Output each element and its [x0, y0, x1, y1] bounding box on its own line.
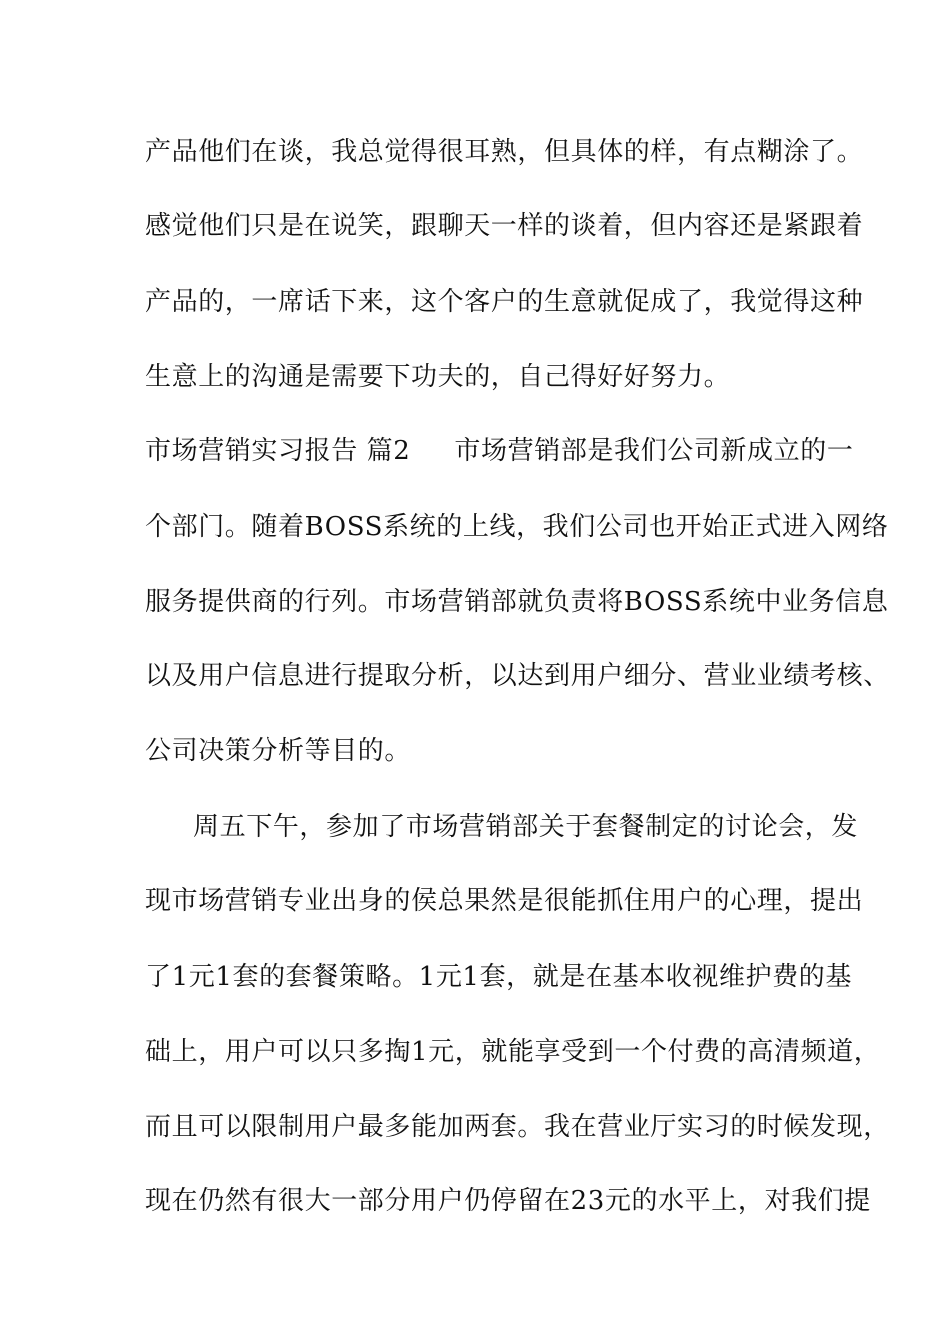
- text-line: 服务提供商的行列。市场营销部就负责将BOSS系统中业务信息: [145, 587, 889, 617]
- text-line: 础上，用户可以只多掏1元，就能享受到一个付费的高清频道，: [145, 1037, 881, 1067]
- text-line: 产品的，一席话下来，这个客户的生意就促成了，我觉得这种: [145, 287, 864, 317]
- text-line: 了1元1套的套餐策略。1元1套，就是在基本收视维护费的基: [145, 962, 852, 992]
- text-line: 现在仍然有很大一部分用户仍停留在23元的水平上，对我们提: [145, 1186, 871, 1216]
- text-line: 产品他们在谈，我总觉得很耳熟，但具体的样，有点糊涂了。: [145, 137, 864, 167]
- section-first-sentence: 市场营销部是我们公司新成立的一: [454, 436, 854, 466]
- paragraph-first-line: 周五下午，参加了市场营销部关于套餐制定的讨论会，发: [193, 812, 859, 842]
- section-heading: 市场营销实习报告 篇2: [145, 436, 411, 466]
- text-line: 现市场营销专业出身的侯总果然是很能抓住用户的心理，提出: [145, 886, 864, 916]
- text-line: 而且可以限制用户最多能加两套。我在营业厅实习的时候发现，: [145, 1112, 890, 1142]
- text-line: 以及用户信息进行提取分析，以达到用户细分、营业业绩考核、: [145, 661, 890, 691]
- text-line: 感觉他们只是在说笑，跟聊天一样的谈着，但内容还是紧跟着: [145, 211, 864, 241]
- text-line: 公司决策分析等目的。: [145, 736, 412, 766]
- text-line: 个部门。随着BOSS系统的上线，我们公司也开始正式进入网络: [145, 512, 889, 542]
- section-heading-line: [145, 434, 853, 468]
- text-line: 生意上的沟通是需要下功夫的，自己得好好努力。: [145, 362, 731, 392]
